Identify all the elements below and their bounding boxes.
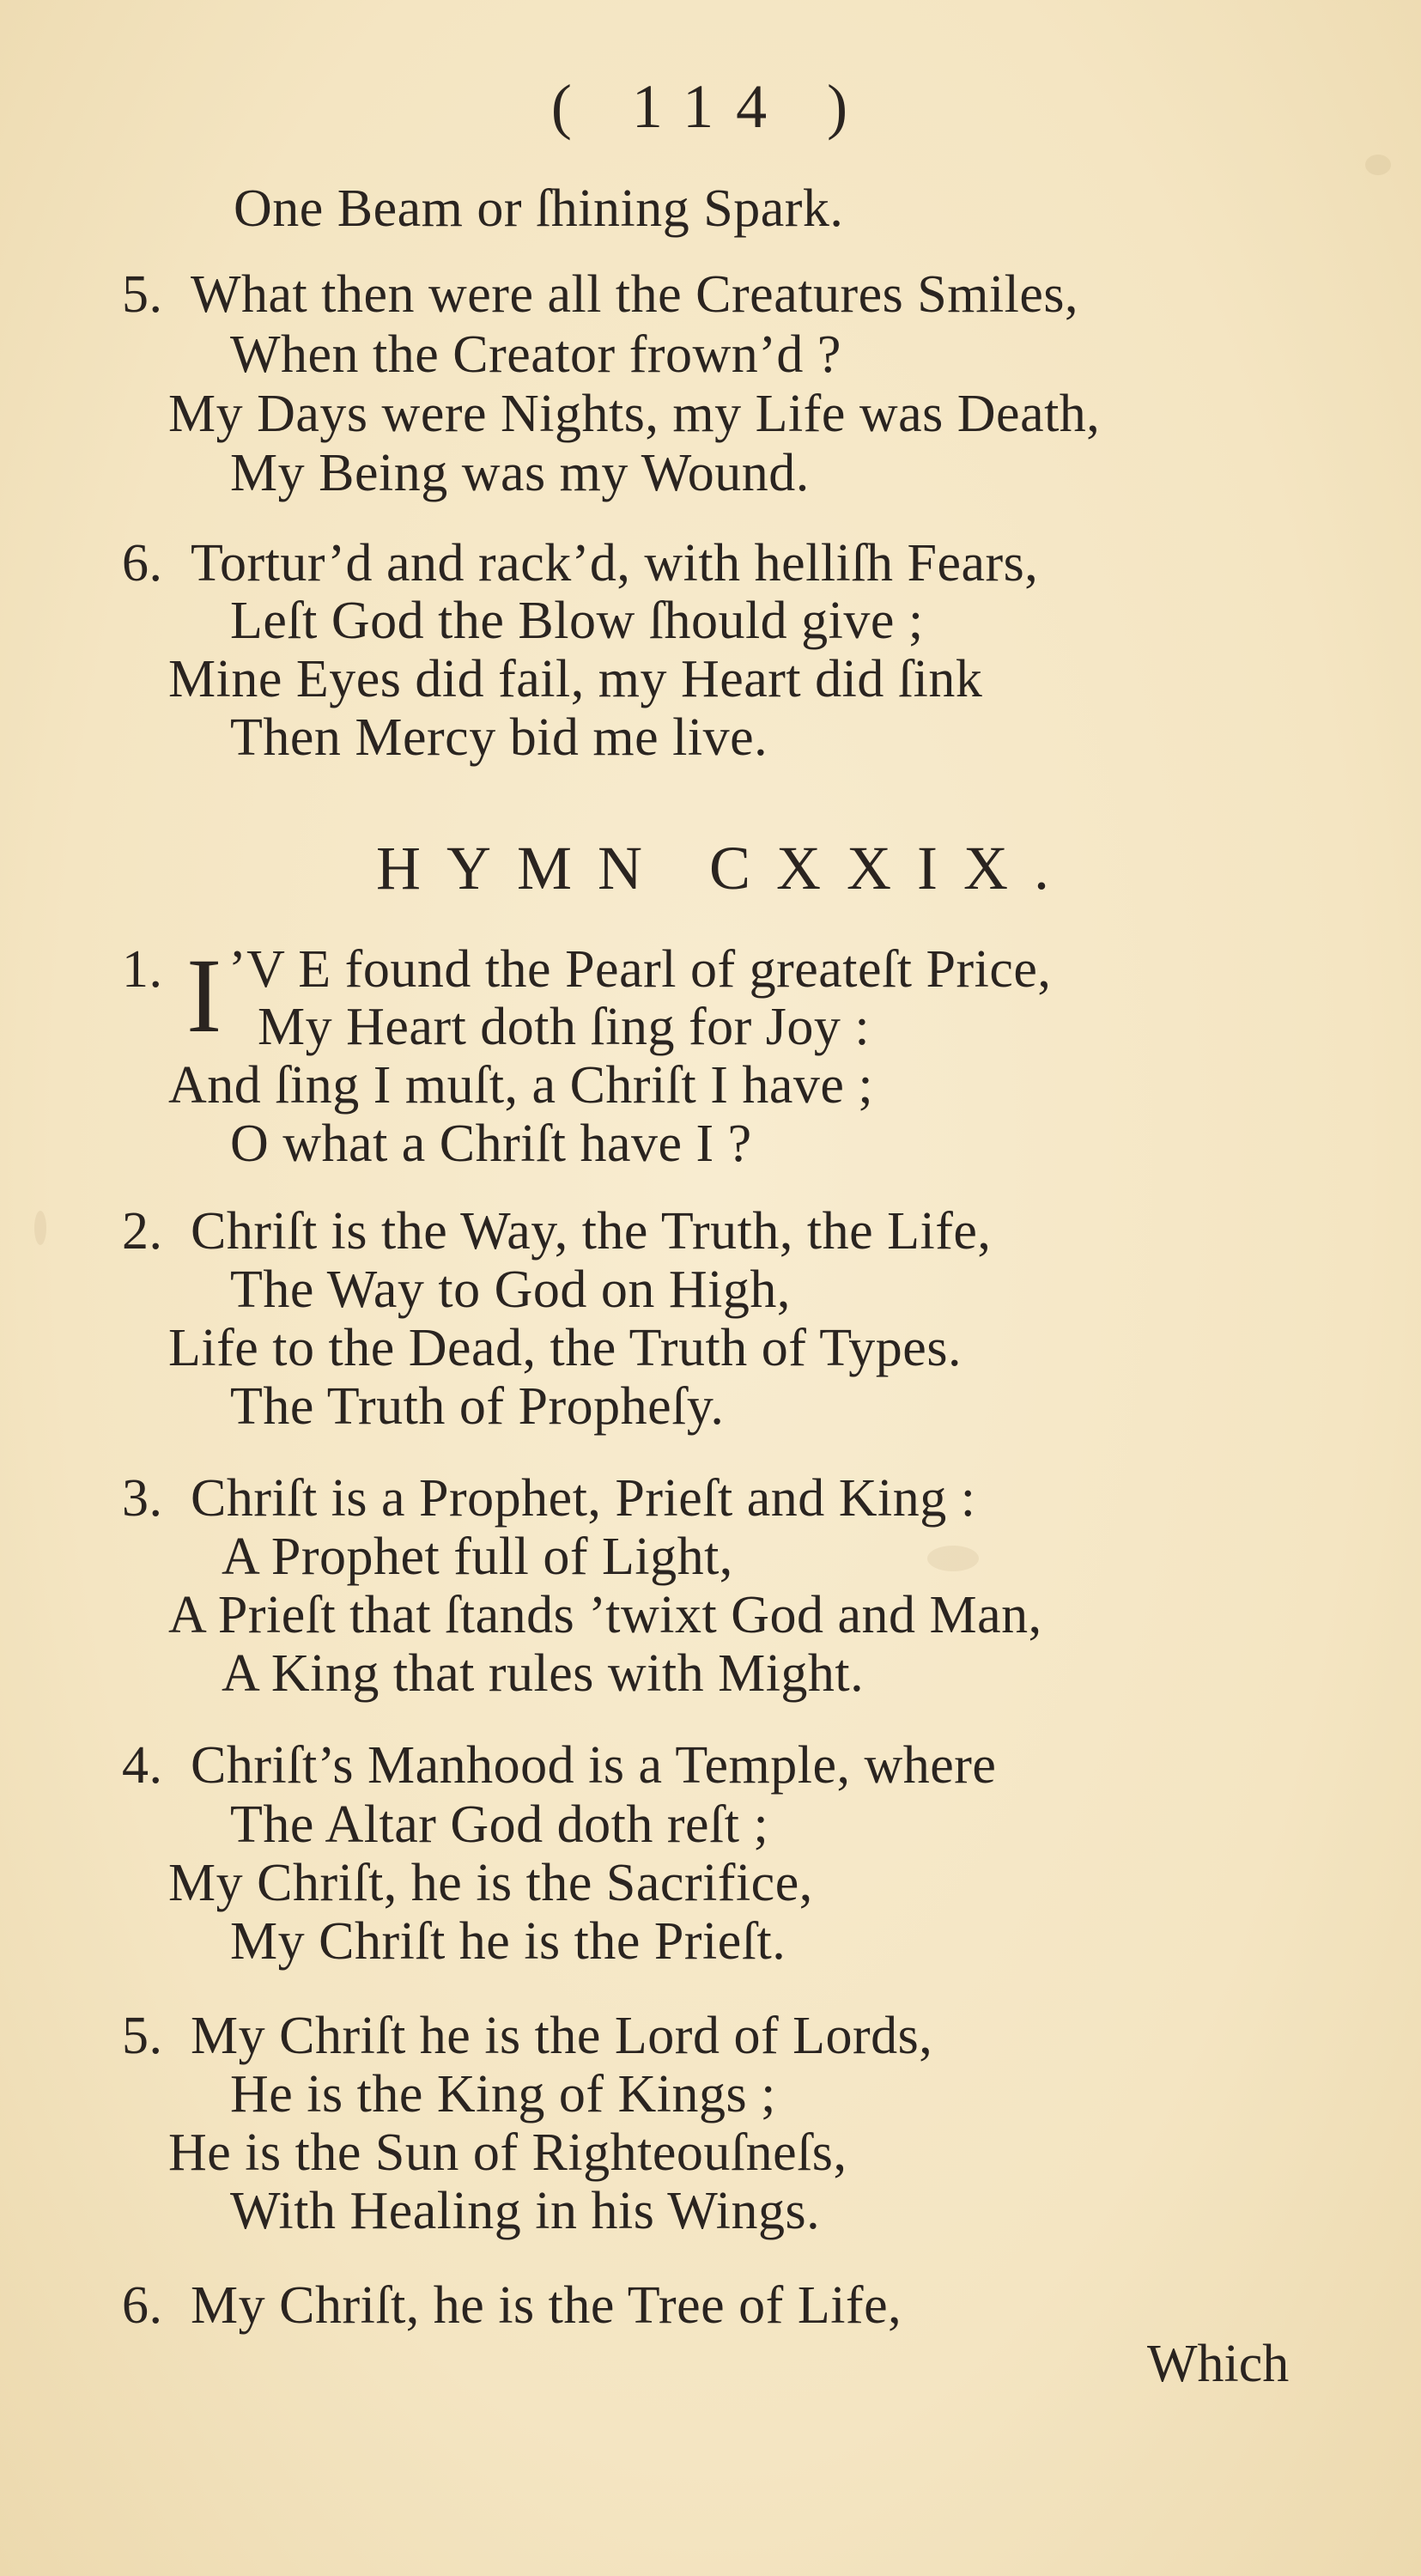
verse-line: A Prophet full of Light, — [222, 1528, 733, 1586]
verse-line: ’V E found the Pearl of greateſt Price, — [228, 940, 1052, 999]
verse-line: He is the Sun of Righteouſneſs, — [168, 2123, 847, 2182]
verse-line: The Truth of Propheſy. — [230, 1377, 725, 1436]
drop-cap: I — [186, 937, 222, 1054]
verse-number: 5. — [122, 2007, 163, 2065]
verse-line: What then were all the Creatures Smiles, — [191, 265, 1079, 324]
verse-line: The Altar God doth reſt ; — [230, 1795, 769, 1854]
verse-line: My Being was my Wound. — [230, 444, 810, 502]
verse-line: Then Mercy bid me live. — [230, 708, 768, 767]
verse-line: And ſing I muſt, a Chriſt I have ; — [168, 1056, 874, 1115]
verse-line: My Chriſt he is the Lord of Lords, — [191, 2007, 933, 2065]
verse-line: O what a Chriſt have I ? — [230, 1115, 752, 1173]
verse-line: One Beam or ſhining Spark. — [234, 179, 844, 238]
verse-line: He is the King of Kings ; — [230, 2065, 776, 2123]
verse-line: Life to the Dead, the Truth of Types. — [168, 1319, 962, 1377]
verse-line: Chriſt is a Prophet, Prieſt and King : — [191, 1469, 976, 1528]
verse-line: Chriſt’s Manhood is a Temple, where — [191, 1736, 997, 1795]
verse-line: A Prieſt that ſtands ’twixt God and Man, — [168, 1586, 1042, 1644]
page-number: ( 114 ) — [550, 72, 871, 141]
verse-line: My Days were Nights, my Life was Death, — [168, 385, 1101, 443]
verse-number: 6. — [122, 534, 163, 592]
verse-number: 3. — [122, 1469, 163, 1528]
verse-line: Leſt God the Blow ſhould give ; — [230, 592, 924, 650]
verse-line: Mine Eyes did fail, my Heart did ſink — [168, 650, 983, 708]
verse-line: My Chriſt, he is the Sacrifice, — [168, 1854, 813, 1912]
verse-line: Chriſt is the Way, the Truth, the Life, — [191, 1202, 992, 1261]
hymn-title: HYMN CXXIX. — [376, 834, 1075, 902]
verse-number: 1. — [122, 940, 163, 999]
verse-number: 2. — [122, 1202, 163, 1261]
verse-line: My Chriſt, he is the Tree of Life, — [191, 2276, 902, 2335]
verse-line: The Way to God on High, — [230, 1261, 791, 1319]
verse-number: 4. — [122, 1736, 163, 1795]
verse-number: 5. — [122, 265, 163, 324]
verse-line: Tortur’d and rack’d, with helliſh Fears, — [191, 534, 1039, 592]
verse-line: A King that rules with Might. — [222, 1644, 865, 1703]
verse-line: With Healing in his Wings. — [230, 2182, 821, 2240]
catchword: Which — [1147, 2335, 1290, 2393]
verse-line: My Chriſt he is the Prieſt. — [230, 1912, 786, 1971]
verse-line: My Heart doth ſing for Joy : — [258, 998, 871, 1056]
verse-number: 6. — [122, 2276, 163, 2335]
verse-line: When the Creator frown’d ? — [230, 325, 841, 384]
